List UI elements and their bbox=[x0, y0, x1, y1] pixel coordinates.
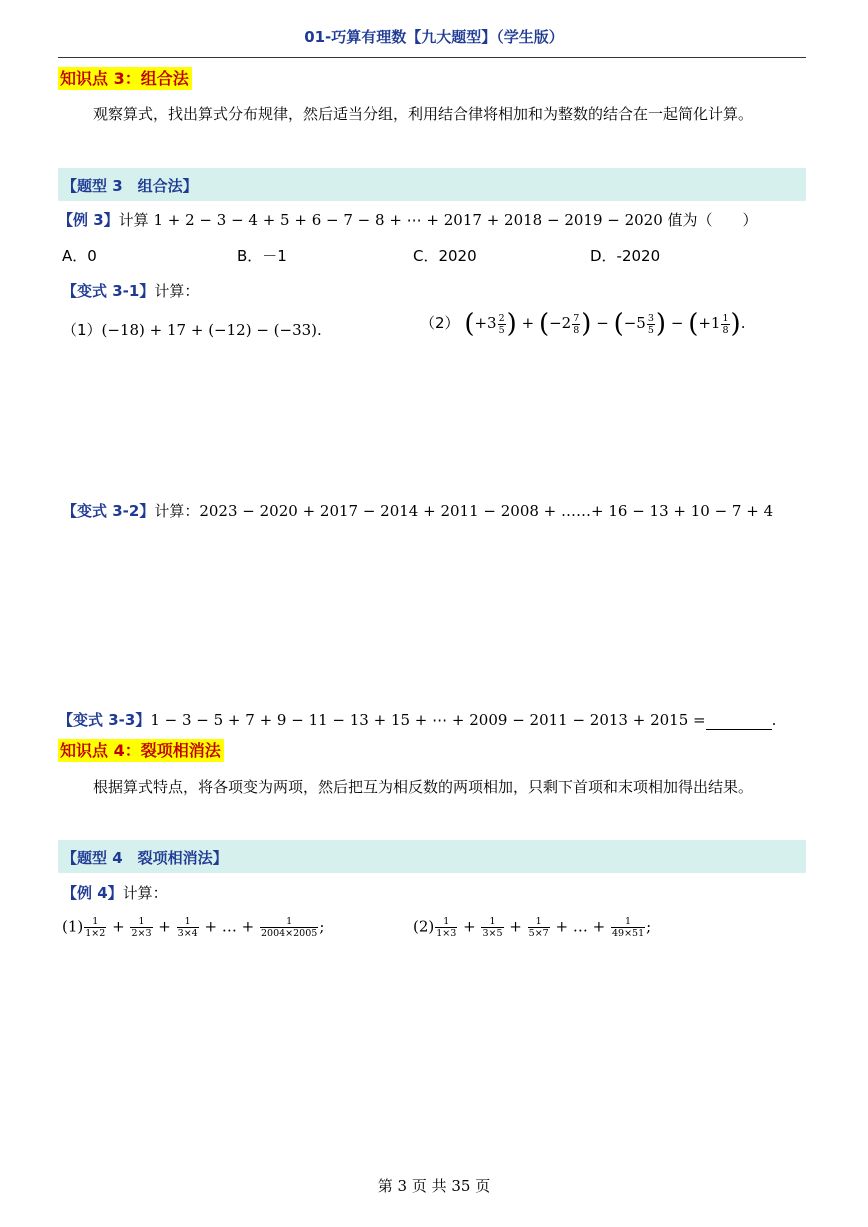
variant-3-2-text: 计算： bbox=[154, 502, 200, 520]
example-4 bbox=[62, 882, 168, 903]
knowledge-point-3 bbox=[58, 68, 192, 90]
example-4-part-1: (1) $\frac{1}{1\times 2}$ + $\frac{1}{2\times 3}$ + $\frac{1}{3\times 4}$ + … + $\frac{1}{2004\times 2005}$ ; bbox=[62, 916, 325, 939]
header-divider bbox=[58, 57, 806, 58]
variant-3-1-part-2: （2） (+3 $\frac{2}{5}$ ) + (−2 $\frac{7}{8}$ ) − (−5 $\frac{3}{5}$ ) − (+1 $\frac{1}{8}$ ). bbox=[420, 309, 746, 339]
variant-3-1-part-2-label: （2） bbox=[420, 314, 460, 332]
knowledge-point-3-description bbox=[61, 97, 809, 132]
page-header-title: 01-巧算有理数【九大题型】（学生版） bbox=[304, 28, 564, 46]
example-3-expression: 1 + 2 − 3 − 4 + 5 + 6 − 7 − 8 + ⋯ + 2017 + 2018 − 2019 − 2020 bbox=[153, 211, 663, 229]
example-3-suffix: 值为（ ） bbox=[667, 211, 758, 229]
example-4-part-2-label: (2) bbox=[413, 917, 435, 936]
term-3-fraction: $\frac{3}{5}$ bbox=[647, 312, 654, 336]
question-type-4-band bbox=[58, 840, 806, 873]
kp3-desc-text: 观察算式，找出算式分布规律，然后适当分组，利用结合律将相加和为整数的结合在一起简化计算。 bbox=[93, 105, 754, 123]
knowledge-point-4-description bbox=[61, 770, 809, 805]
example-3-option-b: B．－1 bbox=[237, 247, 287, 265]
kp4-desc-text: 根据算式特点，将各项变为两项，然后把互为相反数的两项相加，只剩下首项和末项相加得出结果。 bbox=[93, 778, 754, 796]
variant-3-1-text: 计算： bbox=[154, 282, 200, 300]
question-type-4-label: 【题型 4 裂项相消法】 bbox=[62, 849, 228, 867]
fraction: $\frac{1}{49\times 51}$ bbox=[612, 916, 645, 939]
example-4-text: 计算： bbox=[122, 884, 168, 902]
term-1-fraction: $\frac{2}{5}$ bbox=[498, 312, 505, 336]
term-1-whole: +3 bbox=[474, 314, 497, 332]
fraction: $\frac{1}{5\times 7}$ bbox=[528, 916, 549, 939]
answer-blank[interactable] bbox=[706, 715, 772, 730]
term-4-sign: − bbox=[670, 314, 684, 332]
question-type-3-label: 【题型 3 组合法】 bbox=[62, 177, 198, 195]
variant-3-1-part-1 bbox=[62, 319, 322, 340]
term-3-whole: −5 bbox=[623, 314, 646, 332]
fraction: $\frac{1}{1\times 2}$ bbox=[85, 916, 106, 939]
variant-3-3-label: 【变式 3-3】 bbox=[58, 711, 151, 729]
term-2-whole: −2 bbox=[549, 314, 572, 332]
variant-3-2-expression: 2023 − 2020 + 2017 − 2014 + 2011 − 2008 + ……+ 16 − 13 + 10 − 7 + 4 bbox=[199, 502, 774, 520]
example-3-option-a: A．0 bbox=[62, 247, 97, 265]
knowledge-point-3-label: 知识点 3：组合法 bbox=[58, 67, 192, 90]
term-2-fraction: $\frac{7}{8}$ bbox=[573, 312, 580, 336]
knowledge-point-4-label: 知识点 4：裂项相消法 bbox=[58, 739, 224, 762]
term-4-whole: +1 bbox=[698, 314, 721, 332]
fraction: $\frac{1}{3\times 4}$ bbox=[177, 916, 198, 939]
page-footer: 第 3 页 共 35 页 bbox=[377, 1177, 491, 1195]
example-3-prefix: 计算 bbox=[118, 211, 149, 229]
variant-3-3-expression: 1 − 3 − 5 + 7 + 9 − 11 − 13 + 15 + ⋯ + 2009 − 2011 − 2013 + 2015 = bbox=[150, 711, 706, 729]
variant-3-1-label: 【变式 3-1】 bbox=[62, 282, 155, 300]
variant-3-2 bbox=[62, 500, 773, 521]
variant-3-1-part-1-label: （1） bbox=[62, 321, 102, 339]
example-3-option-d: D．-2020 bbox=[590, 247, 661, 265]
fraction: $\frac{1}{2004\times 2005}$ bbox=[261, 916, 318, 939]
variant-3-1-part-1-expression: (−18) + 17 + (−12) − (−33). bbox=[101, 321, 322, 339]
example-4-part-2: (2) $\frac{1}{1\times 3}$ + $\frac{1}{3\times 5}$ + $\frac{1}{5\times 7}$ + … + $\frac{1}{49\times 51}$ ; bbox=[413, 916, 652, 939]
fraction: $\frac{1}{3\times 5}$ bbox=[482, 916, 503, 939]
question-type-3-band bbox=[58, 168, 806, 201]
example-3 bbox=[58, 209, 758, 230]
term-2-sign: + bbox=[521, 314, 535, 332]
term-4-fraction: $\frac{1}{8}$ bbox=[722, 312, 729, 336]
example-4-part-1-label: (1) bbox=[62, 917, 84, 936]
variant-3-1 bbox=[62, 280, 199, 301]
term-3-sign: − bbox=[596, 314, 609, 332]
example-3-label: 【例 3】 bbox=[58, 211, 119, 229]
example-3-option-c: C．2020 bbox=[413, 247, 477, 265]
example-4-label: 【例 4】 bbox=[62, 884, 123, 902]
fraction: $\frac{1}{1\times 3}$ bbox=[436, 916, 457, 939]
variant-3-3: 【变式 3-3】1 − 3 − 5 + 7 + 9 − 11 − 13 + 15 + ⋯ + 2009 − 2011 − 2013 + 2015 = . bbox=[58, 711, 777, 729]
variant-3-2-label: 【变式 3-2】 bbox=[62, 502, 155, 520]
fraction: $\frac{1}{2\times 3}$ bbox=[131, 916, 152, 939]
knowledge-point-4 bbox=[58, 740, 224, 762]
